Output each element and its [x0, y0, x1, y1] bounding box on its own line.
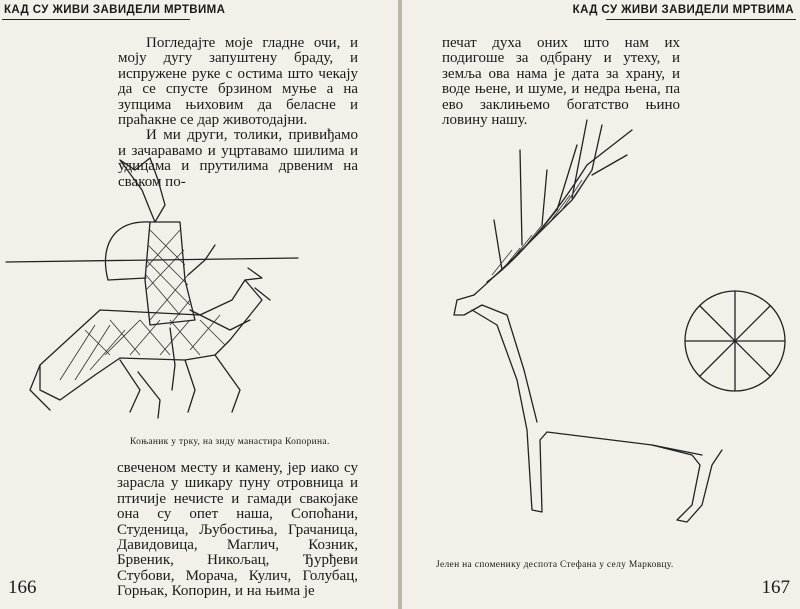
wheel-symbol [680, 286, 800, 406]
page-number-right: 167 [761, 577, 790, 598]
horseman-illustration [0, 150, 398, 430]
header-rule-left [2, 19, 190, 20]
left-figure-caption: Коњаник у трку, на зиду манастира Копорина. [130, 437, 330, 447]
page-number-left: 166 [8, 577, 37, 598]
running-head-right: КАД СУ ЖИВИ ЗАВИДЕЛИ МРТВИМА [572, 4, 794, 16]
paragraph: И ми други, толики, привиђамо и зачаравамо и уцртавамо шилима и удицама и прутилима дрвеним на сваком по- [118, 127, 358, 190]
header-rule-right [606, 19, 796, 20]
paragraph: печат духа оних што нам их подигоше за одбрану и утеху, и земља ова нама је дата за храну, и воде њене, и шуме, и недра њена, па ево заклињемо богатство њино ловину нашу. [442, 35, 680, 129]
left-text-bottom [117, 461, 358, 600]
paragraph: Погледајте моје гладне очи, и моју дугу запуштену браду, и испружене руке с остима што чекају да се спусте брзином муње а на зупцима њиховим да беласне и праћакне се дар животодајни. [118, 35, 358, 129]
running-head-left: КАД СУ ЖИВИ ЗАВИДЕЛИ МРТВИМА [4, 4, 226, 16]
right-page [402, 0, 800, 609]
left-page [0, 0, 398, 609]
paragraph: свеченом месту и камену, јер иако су зарасла у шикару пуну отровница и птичије нечисте и гамади свакојаке она су опет наша, Сопоћани, Студеница, Љубостиња, Грачаница, Давидовица, Маглич, Козник, Брвеник, Никољац, Ђурђеви Стубови, Морача, Кулич, Голубац, Горњак, Копорин, и на њима је [117, 460, 358, 600]
right-figure-caption: Јелен на споменику деспота Стефана у селу Марковцу. [436, 560, 674, 570]
